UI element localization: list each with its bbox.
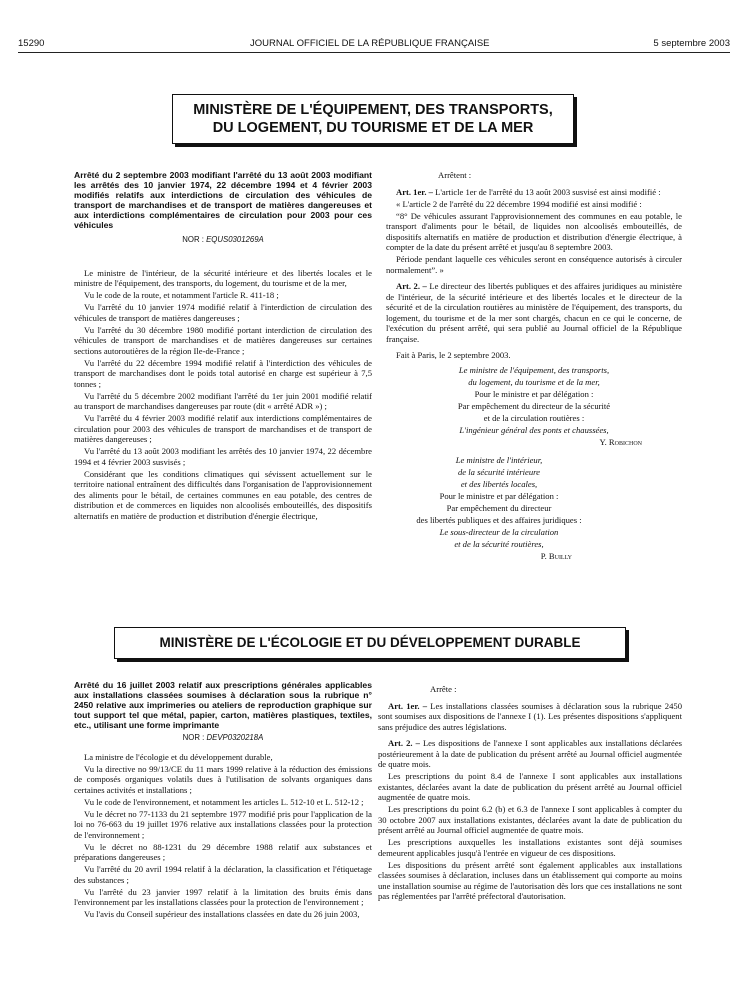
nor-code: EQUS0301269A [206, 235, 264, 244]
article-2-text: Les dispositions de l'annexe I sont applicables aux installations déclarées postérieurement à la date de publication du présent arrêté au Journal officiel augmentée de quatre mois. [378, 738, 682, 769]
article-1-label: Art. 1er. – [396, 186, 433, 197]
nor-code: DEVP0320218A [206, 733, 264, 742]
ministry-line-1: MINISTÈRE DE L'ÉQUIPEMENT, DES TRANSPORTS, [193, 102, 553, 118]
article-1-label: Art. 1er. – [388, 700, 428, 711]
signature-line: L'ingénieur général des ponts et chaussées, [459, 425, 609, 435]
preamble-paragraph: Vu l'arrêté du 10 janvier 1974 modifié relatif à l'interdiction de circulation des véhicules de transport de matières dangereuses ; [74, 302, 372, 323]
ministry-box-ecology: MINISTÈRE DE L'ÉCOLOGIE ET DU DÉVELOPPEMENT DURABLE [114, 627, 626, 659]
arrete-heading: Arrête : [430, 684, 457, 694]
body-paragraph: Les prescriptions auxquelles les installations existantes sont déjà soumises demeurent applicables jusqu'à l'entrée en vigueur de ces dispositions. [378, 837, 682, 858]
arretent-heading: Arrêtent : [438, 170, 472, 180]
section1-left-column [74, 170, 372, 523]
preamble-paragraph: Vu l'arrêté du 22 décembre 1994 modifié relatif à l'interdiction des véhicules de transport de marchandises dont le poids total autorisé en charge est supérieur à 7,5 tonnes ; [74, 357, 372, 389]
preamble-paragraph: Vu le décret no 88-1231 du 29 décembre 1988 relatif aux substances et préparations dangereuses ; [74, 841, 372, 862]
preamble-paragraph: Vu l'arrêté du 30 décembre 1980 modifié portant interdiction de circulation des véhicules de transport de marchandises et de matières dangereuses sur certaines sections autoroutières de la région Ile-de-France ; [74, 324, 372, 356]
article-1-period: Période pendant laquelle ces véhicules seront en conséquence autorisés à circuler normalement”. » [386, 254, 682, 275]
signature-line: et des libertés locales, [460, 479, 538, 489]
article-2-label: Art. 2. – [396, 281, 427, 291]
preamble-paragraph: Vu l'arrêté du 5 décembre 2002 modifiant l'arrêté du 1er juin 2001 modifié relatif au transport de marchandises dangereuses par route (dit « arrêté ADR ») ; [74, 390, 372, 411]
signature-line: Le ministre de l'équipement, des transports, [458, 365, 610, 375]
journal-title: JOURNAL OFFICIEL DE LA RÉPUBLIQUE FRANÇAISE [250, 38, 490, 49]
signature-line: de la sécurité intérieure [457, 467, 540, 477]
signature-line: Pour le ministre et par délégation : [439, 491, 559, 501]
preamble-paragraph: Vu l'avis du Conseil supérieur des installations classées en date du 26 juin 2003, [84, 909, 360, 919]
ministry-line-2: DU LOGEMENT, DU TOURISME ET DE LA MER [212, 120, 534, 136]
article-1-item-8: “8° De véhicules assurant l'approvisionnement des communes en eau potable, le transport d'aliments pour le bétail, de liquides non alcoolisés embouteillés, de dispositifs alternatifs en matière de production et distribution d'énergie électrique, à compter de la date du présent arrêté et jusqu'au 8 septembre 2003. [386, 210, 682, 252]
article-1-quote: « L'article 2 de l'arrêté du 22 décembre 1994 modifié est ainsi modifié : [396, 198, 642, 209]
signature-line: Le ministre de l'intérieur, [455, 455, 543, 465]
issue-date: 5 septembre 2003 [653, 38, 730, 49]
signature-line: des libertés publiques et des affaires juridiques : [416, 515, 582, 525]
nor-label: NOR : [182, 235, 204, 244]
signature-line: et de la circulation routières : [483, 413, 585, 423]
body-paragraph: Les dispositions du présent arrêté sont également applicables aux installations classées soumises à déclaration, incluses dans un établissement qui comporte au moins une installation soumise au régime de l'autorisation dès lors que ces installations ne sont pas réglementées par l'arrêté préfectoral d'autorisation. [378, 859, 682, 901]
body-paragraph: Les prescriptions du point 8.4 de l'annexe I sont applicables aux installations existantes, déclarées avant la date de publication du présent arrêté au Journal officiel augmentée de quatre mois. [378, 771, 682, 802]
preamble-paragraph: Vu la directive no 99/13/CE du 11 mars 1999 relative à la réduction des émissions de composés organiques volatils dues à l'utilisation de solvants organiques dans certaines activités et installations ; [74, 763, 372, 795]
preamble-paragraph: Considérant que les conditions climatiques qui sévissent actuellement sur le territoire national entraînent des difficultés dans l'organisation de l'approvisionnement des aliments pour le bétail, de certaines communes en eau potable, des centres de distribution et de commerces en liquides non alcoolisés embouteillés, des dispositifs alternatifs en matière de production et distribution d'énergie électrique, [74, 468, 372, 521]
preamble-paragraph: Vu l'arrêté du 23 janvier 1997 relatif à la limitation des bruits émis dans l'environnement par les installations classées pour la protection de l'environnement ; [74, 886, 372, 907]
decree-title: Arrêté du 16 juillet 2003 relatif aux prescriptions générales applicables aux installations classées soumises à déclaration sous la rubrique n° 2450 relative aux imprimeries ou ateliers de reproduction graphique sur tout support tel que métal, papier, carton, matières plastiques, textiles, etc., utilisant une forme imprimante [74, 680, 372, 730]
article-2-text: Le directeur des libertés publiques et des affaires juridiques au ministère de l'intérieur, de la sécurité intérieure et des libertés locales et le directeur de la sécurité et de la circulation routières au ministère de l'équipement, des transports, du logement, du tourisme et de la mer sont chargés, chacun en ce qui le concerne, de l'exécution du présent arrêté, qui sera publié au Journal officiel de la République française. [386, 281, 682, 344]
section2-left-column [74, 680, 372, 921]
done-at: Fait à Paris, le 2 septembre 2003. [396, 350, 511, 360]
signature-line: Par empêchement du directeur de la sécurité [457, 401, 611, 411]
preamble-paragraph: Vu l'arrêté du 4 février 2003 modifié relatif aux interdictions complémentaires de circulation pour 2003 des véhicules de transport de marchandises et de transport de matières dangereuses ; [74, 413, 372, 444]
article-2-label: Art. 2. – [388, 738, 420, 748]
header-rule [18, 52, 730, 53]
page-number: 15290 [18, 38, 45, 49]
preamble-paragraph: Vu le code de la route, et notamment l'article R. 411-18 ; [84, 290, 279, 300]
signature-line: Pour le ministre et par délégation : [474, 389, 594, 399]
preamble-paragraph: Vu le décret no 77-1133 du 21 septembre 1977 modifié pris pour l'application de la loi no 76-663 du 19 juillet 1976 relative aux installations classées pour la protection de l'environnement ; [74, 808, 372, 840]
nor-label: NOR : [182, 733, 205, 742]
body-paragraph: Les prescriptions du point 6.2 (b) et 6.3 de l'annexe I sont applicables à compter du 30 octobre 2007 aux installations existantes, déclarées avant la date de publication du présent arrêté au Journal officiel augmentée de quatre mois. [378, 804, 682, 835]
section2-right-column [378, 684, 682, 903]
signature-line: du logement, du tourisme et de la mer, [468, 377, 600, 387]
decree-title: Arrêté du 2 septembre 2003 modifiant l'arrêté du 13 août 2003 modifiant les arrêtés des 10 janvier 1974, 22 décembre 1994 et 4 février 2003 modifiés relatifs aux interdictions de circulation des véhicules de transport de marchandises et de transport de matières dangereuses et aux interdictions complémentaires de circulation pour 2003 pour ces véhicules [74, 170, 372, 230]
article-1-text: Les installations classées soumises à déclaration sous la rubrique 2450 sont soumises aux dispositions de l'annexe I (1). Les présentes dispositions s'appliquent sans préjudice des autres législations. [378, 700, 682, 732]
ministry-box-equipment [172, 94, 574, 144]
preamble-paragraph: Le ministre de l'intérieur, de la sécurité intérieure et des libertés locales et le ministre de l'équipement, des transports, du logement, du tourisme et de la mer, [74, 267, 372, 288]
signatory-name: P. Builly [540, 551, 572, 561]
signature-line: et de la sécurité routières, [454, 539, 544, 549]
running-header [18, 38, 730, 52]
signature-line: Le sous-directeur de la circulation [439, 527, 559, 537]
preamble-paragraph: Vu l'arrêté du 13 août 2003 modifiant les arrêtés des 10 janvier 1974, 22 décembre 1994 et 4 février 2003 susvisés ; [74, 446, 372, 467]
signature-line: Par empêchement du directeur [446, 503, 552, 513]
nor-reference [74, 733, 372, 744]
article-1-text: L'article 1er de l'arrêté du 13 août 2003 susvisé est ainsi modifié : [435, 186, 661, 197]
section1-right-column [386, 170, 682, 563]
preamble-paragraph: Vu le code de l'environnement, et notamment les articles L. 512-10 et L. 512-12 ; [84, 796, 364, 807]
preamble-paragraph: Vu l'arrêté du 20 avril 1994 relatif à la déclaration, la classification et l'étiquetage des substances ; [74, 864, 372, 885]
nor-reference [74, 235, 372, 246]
signatory-name: Y. Robichon [599, 437, 642, 447]
preamble-paragraph: La ministre de l'écologie et du développement durable, [84, 751, 273, 762]
